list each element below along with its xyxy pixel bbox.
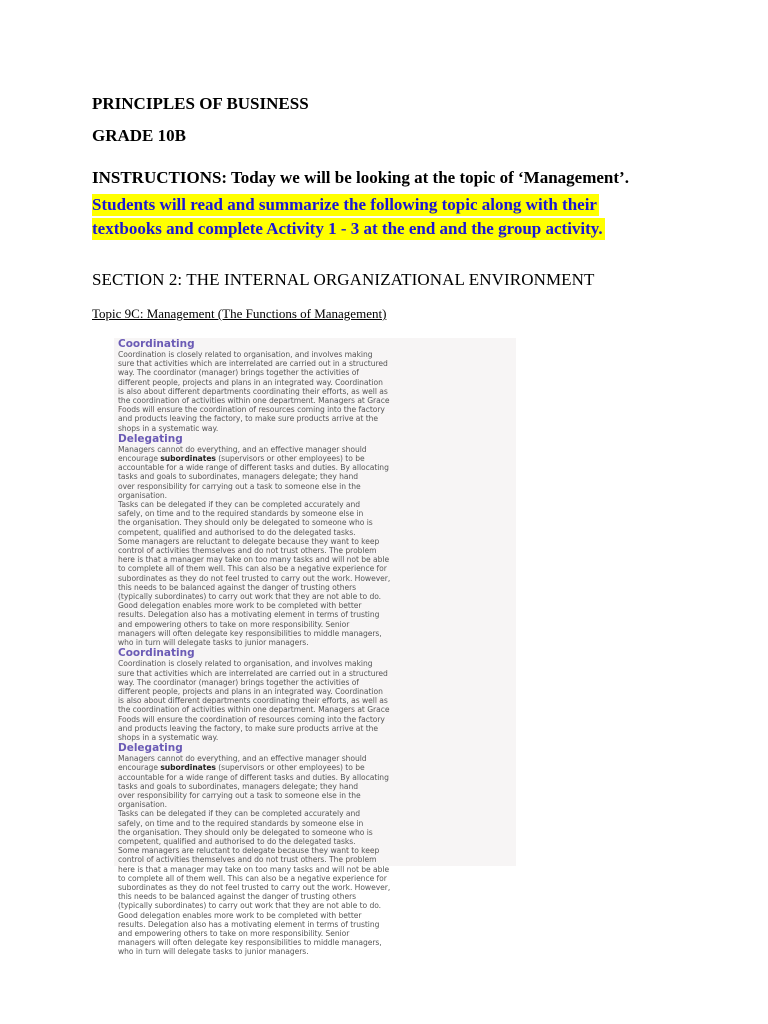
coordinating-heading: Coordinating bbox=[118, 338, 195, 350]
coordinating-paragraph: Coordination is closely related to organisation, and involves making sure that activities which are interrelated are carried out in a structured way. The coordinator (manager) brings together the activities of different people, projects and plans in an integrated way. Coordination is also about different departments coordinating their efforts, as well as the coordination of activities within one department. Managers at Grace Foods will ensure the coordination of resources coming into the factory and products leaving the factory, to make sure products arrive at the shops in a systematic way. bbox=[118, 659, 390, 742]
highlighted-instruction-line-2: textbooks and complete Activity 1 - 3 at the end and the group activity. bbox=[92, 219, 603, 238]
section-heading: SECTION 2: THE INTERNAL ORGANIZATIONAL ENVIRONMENT bbox=[92, 270, 595, 289]
document-title: PRINCIPLES OF BUSINESS bbox=[92, 94, 309, 113]
textbook-excerpt-image bbox=[114, 338, 516, 957]
delegating-paragraph-1: Managers cannot do everything, and an effective manager should encourage subordinates (supervisors or other employees) to be accountable for a wide range of different tasks and duties. By allocating tasks and goals to subordinates, managers delegate; they hand over responsibility for carrying out a task to someone else in the organisation. bbox=[118, 444, 389, 500]
highlighted-instruction-line-1: Students will read and summarize the following topic along with their bbox=[92, 195, 597, 214]
grade-label: GRADE 10B bbox=[92, 126, 186, 145]
delegating-heading: Delegating bbox=[118, 432, 183, 445]
textbook-copy-2 bbox=[114, 647, 516, 956]
topic-heading: Topic 9C: Management (The Functions of Management) bbox=[92, 306, 387, 321]
textbook-copy-1 bbox=[114, 338, 516, 647]
delegating-paragraph-2: Tasks can be delegated if they can be completed accurately and safely, on time and to the required standards by someone else in the organisation. They should only be delegated to someone who is competent, qualified and authorised to do the delegated tasks. Some managers are reluctant to delegate because they want to keep control of activities themselves and do not trust others. The problem here is that a manager may take on too many tasks and will not be able to complete all of them well. This can also be a negative experience for subordinates as they do not feel trusted to carry out the work. However, this needs to be balanced against the danger of trusting others (typically subordinates) to carry out work that they are not able to do. Good delegation enables more work to be completed with better results. Delegation also has a motivating element in terms of trusting and empowering others to take on more responsibility. Senior managers will often delegate key responsibilities to middle managers, who in turn will delegate tasks to junior managers. bbox=[118, 500, 391, 648]
delegating-paragraph-1: Managers cannot do everything, and an effective manager should encourage subordinates (supervisors or other employees) to be accountable for a wide range of different tasks and duties. By allocating tasks and goals to subordinates, managers delegate; they hand over responsibility for carrying out a task to someone else in the organisation. bbox=[118, 754, 389, 810]
instructions-text: INSTRUCTIONS: Today we will be looking at the topic of ‘Management’. bbox=[92, 168, 629, 187]
coordinating-heading: Coordinating bbox=[118, 647, 195, 660]
delegating-heading: Delegating bbox=[118, 742, 183, 755]
coordinating-paragraph: Coordination is closely related to organisation, and involves making sure that activities which are interrelated are carried out in a structured way. The coordinator (manager) brings together the activities of different people, projects and plans in an integrated way. Coordination is also about different departments coordinating their efforts, as well as the coordination of activities within one department. Managers at Grace Foods will ensure the coordination of resources coming into the factory and products leaving the factory, to make sure products arrive at the shops in a systematic way. bbox=[118, 350, 390, 433]
delegating-paragraph-2: Tasks can be delegated if they can be completed accurately and safely, on time and to the required standards by someone else in the organisation. They should only be delegated to someone who is competent, qualified and authorised to do the delegated tasks. Some managers are reluctant to delegate because they want to keep control of activities themselves and do not trust others. The problem here is that a manager may take on too many tasks and will not be able to complete all of them well. This can also be a negative experience for subordinates as they do not feel trusted to carry out the work. However, this needs to be balanced against the danger of trusting others (typically subordinates) to carry out work that they are not able to do. Good delegation enables more work to be completed with better results. Delegation also has a motivating element in terms of trusting and empowering others to take on more responsibility. Senior managers will often delegate key responsibilities to middle managers, who in turn will delegate tasks to junior managers. bbox=[118, 809, 391, 957]
